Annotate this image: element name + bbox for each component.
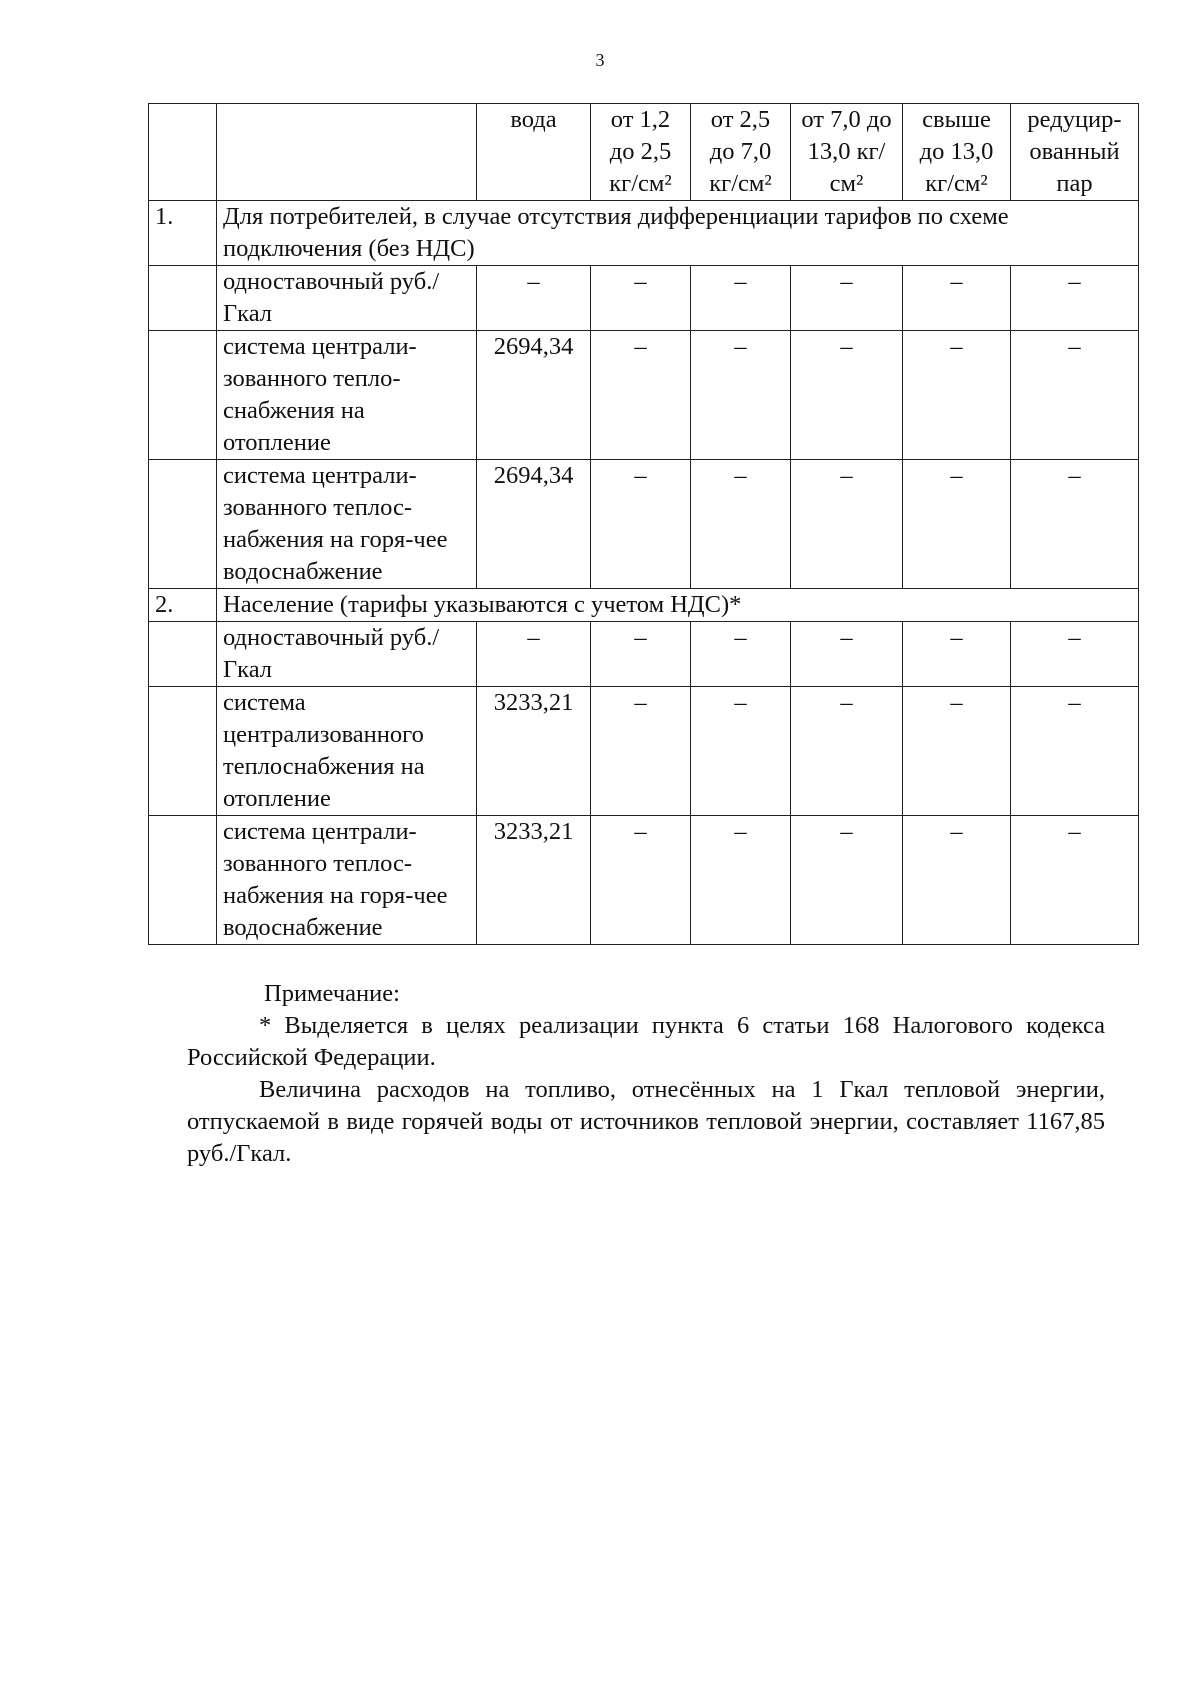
- row-number-cell: [149, 266, 217, 331]
- table-row: [149, 687, 1139, 816]
- dash-cell: –: [791, 687, 903, 816]
- dash-cell: –: [591, 460, 691, 589]
- section-title: Население (тарифы указываются с учетом НДС)*: [217, 589, 1139, 622]
- table-row: [149, 816, 1139, 945]
- dash-cell: –: [903, 460, 1011, 589]
- water-value: 2694,34: [477, 331, 591, 460]
- row-number-cell: [149, 460, 217, 589]
- notes-title: Примечание:: [264, 980, 400, 1007]
- notes-block: [187, 978, 1105, 1170]
- row-number-cell: [149, 687, 217, 816]
- fuel-cost-text: Величина расходов на топливо, отнесённых на 1 Гкал тепловой энергии, отпускаемой в виде горячей воды от источников тепловой энергии, составляет 1167,85 руб./Гкал.: [187, 1076, 1105, 1167]
- table-header-row: [149, 104, 1139, 201]
- section-title: Для потребителей, в случае отсутствия дифференциации тарифов по схеме подключения (без НДС): [217, 201, 1139, 266]
- dash-cell: –: [903, 687, 1011, 816]
- table-row: [149, 331, 1139, 460]
- dash-cell: –: [591, 687, 691, 816]
- water-value: –: [477, 266, 591, 331]
- row-number-cell: [149, 622, 217, 687]
- dash-cell: –: [591, 331, 691, 460]
- dash-cell: –: [1011, 331, 1139, 460]
- row-label: одноставочный руб./Гкал: [217, 266, 477, 331]
- dash-cell: –: [591, 266, 691, 331]
- header-cell-empty: [149, 104, 217, 201]
- dash-cell: –: [591, 816, 691, 945]
- dash-cell: –: [903, 266, 1011, 331]
- footnote-text: * Выделяется в целях реализации пункта 6 статьи 168 Налогового кодекса Российской Федерации.: [187, 1012, 1105, 1071]
- section-number: 2.: [149, 589, 217, 622]
- dash-cell: –: [903, 331, 1011, 460]
- dash-cell: –: [1011, 266, 1139, 331]
- water-value: 3233,21: [477, 687, 591, 816]
- dash-cell: –: [903, 816, 1011, 945]
- header-cell: свыше до 13,0 кг/см²: [903, 104, 1011, 201]
- dash-cell: –: [591, 622, 691, 687]
- water-value: 3233,21: [477, 816, 591, 945]
- header-cell: редуцир-ованный пар: [1011, 104, 1139, 201]
- water-value: –: [477, 622, 591, 687]
- water-value: 2694,34: [477, 460, 591, 589]
- section-row: [149, 589, 1139, 622]
- dash-cell: –: [691, 460, 791, 589]
- row-label: одноставочный руб./Гкал: [217, 622, 477, 687]
- dash-cell: –: [691, 622, 791, 687]
- row-number-cell: [149, 816, 217, 945]
- header-cell: от 2,5 до 7,0 кг/см²: [691, 104, 791, 201]
- page-number: 3: [595, 50, 605, 70]
- dash-cell: –: [791, 331, 903, 460]
- row-label: система централи-зованного теплос-набжения на горя-чее водоснабжение: [217, 816, 477, 945]
- tariff-table: [148, 103, 1139, 945]
- dash-cell: –: [1011, 687, 1139, 816]
- dash-cell: –: [903, 622, 1011, 687]
- dash-cell: –: [791, 266, 903, 331]
- dash-cell: –: [691, 331, 791, 460]
- table-row: [149, 266, 1139, 331]
- table-row: [149, 622, 1139, 687]
- row-label: система централи-зованного тепло-снабжения на отопление: [217, 331, 477, 460]
- dash-cell: –: [691, 266, 791, 331]
- header-cell: от 1,2 до 2,5 кг/см²: [591, 104, 691, 201]
- dash-cell: –: [1011, 816, 1139, 945]
- dash-cell: –: [791, 460, 903, 589]
- header-cell: от 7,0 до 13,0 кг/см²: [791, 104, 903, 201]
- dash-cell: –: [1011, 622, 1139, 687]
- table-row: [149, 460, 1139, 589]
- dash-cell: –: [1011, 460, 1139, 589]
- row-number-cell: [149, 331, 217, 460]
- dash-cell: –: [691, 687, 791, 816]
- header-cell: вода: [477, 104, 591, 201]
- section-row: [149, 201, 1139, 266]
- dash-cell: –: [691, 816, 791, 945]
- row-label: система централизованного теплоснабжения на отопление: [217, 687, 477, 816]
- section-number: 1.: [149, 201, 217, 266]
- dash-cell: –: [791, 622, 903, 687]
- header-cell-empty: [217, 104, 477, 201]
- dash-cell: –: [791, 816, 903, 945]
- row-label: система централи-зованного теплос-набжения на горя-чее водоснабжение: [217, 460, 477, 589]
